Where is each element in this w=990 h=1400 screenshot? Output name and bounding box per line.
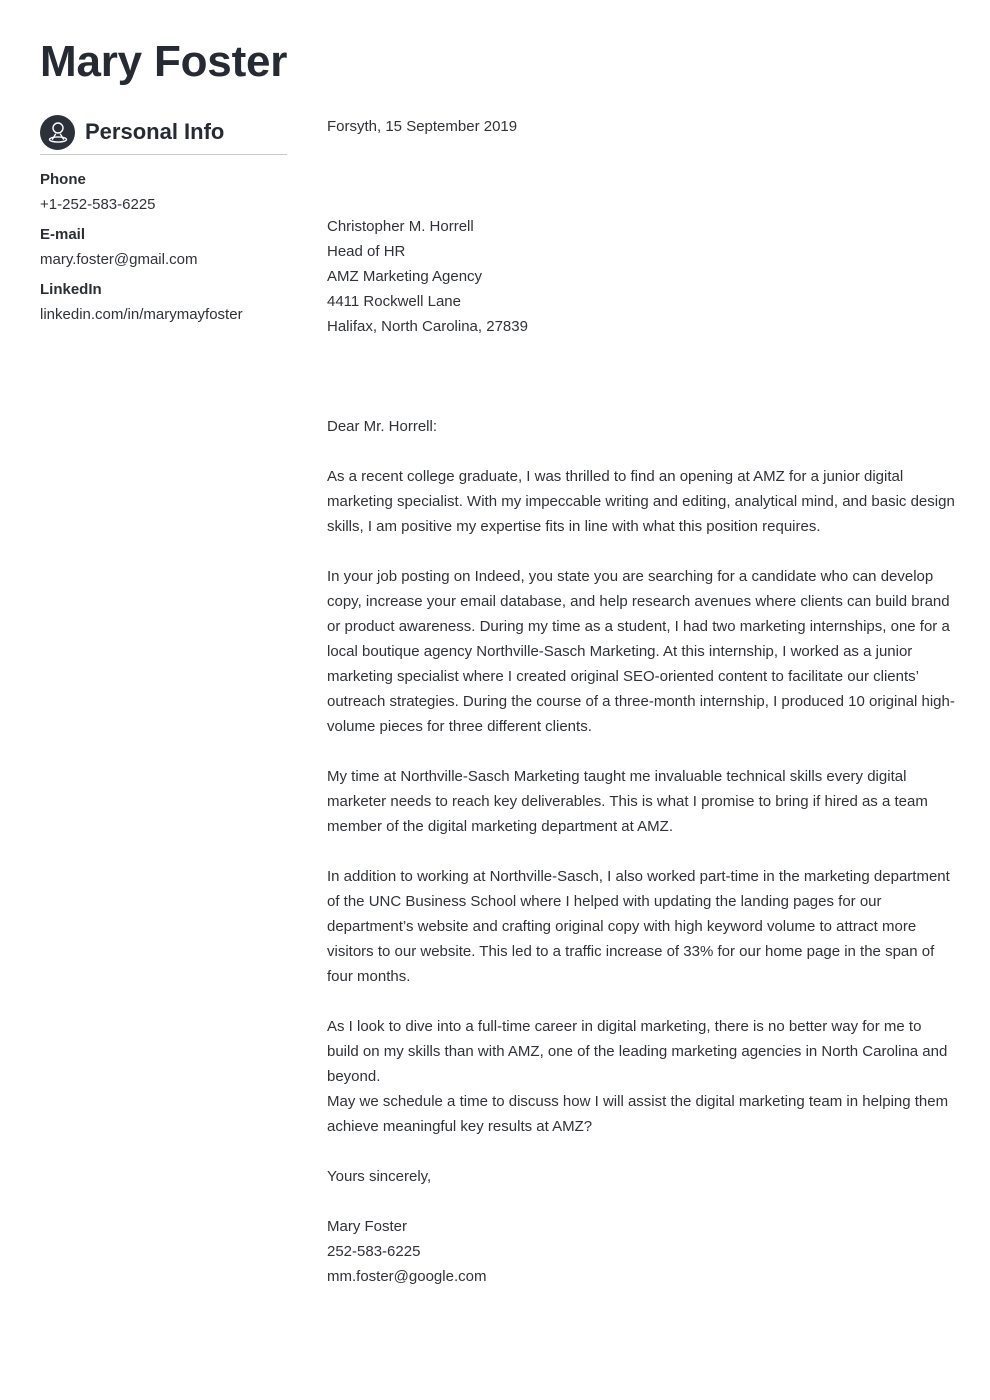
- signature-block: [327, 1214, 957, 1289]
- email-value: mary.foster@gmail.com: [40, 251, 198, 268]
- paragraph-call-to-action: May we schedule a time to discuss how I will assist the digital marketing team in helping them achieve meaningful key results at AMZ?: [327, 1093, 949, 1135]
- recipient-company: AMZ Marketing Agency: [327, 268, 483, 285]
- paragraph-additional: In addition to working at Northville-Sasch, I also worked part-time in the marketing department of the UNC Business School where I helped with updating the landing pages for our department’s website and crafting original copy with high keyword volume to attract more visitors to our website. This led to a traffic increase of 33% for our home page in the span of four months.: [327, 868, 950, 985]
- phone-block: [40, 169, 287, 216]
- cover-letter-body: [327, 114, 957, 1289]
- recipient-address: [327, 214, 957, 339]
- recipient-title: Head of HR: [327, 243, 406, 260]
- recipient-name: Christopher M. Horrell: [327, 218, 474, 235]
- phone-value: +1-252-583-6225: [40, 196, 156, 213]
- linkedin-block: [40, 279, 287, 326]
- recipient-city: Halifax, North Carolina, 27839: [327, 318, 528, 335]
- personal-info-sidebar: [40, 114, 287, 326]
- user-icon: [40, 115, 75, 150]
- recipient-street: 4411 Rockwell Lane: [327, 293, 461, 310]
- signature-name: Mary Foster: [327, 1218, 408, 1235]
- place-date: Forsyth, 15 September 2019: [327, 118, 518, 135]
- linkedin-label: LinkedIn: [40, 281, 102, 298]
- section-title: Personal Info: [85, 119, 225, 144]
- signature-phone: 252-583-6225: [327, 1243, 421, 1260]
- salutation: Dear Mr. Horrell:: [327, 418, 438, 435]
- paragraph-closing-pitch: As I look to dive into a full-time career in digital marketing, there is no better way for me to build on my skills than with AMZ, one of the leading marketing agencies in North Carolina and beyond.: [327, 1018, 948, 1085]
- personal-info-header: [40, 114, 287, 155]
- closing: Yours sincerely,: [327, 1168, 432, 1185]
- email-label: E-mail: [40, 226, 86, 243]
- linkedin-value: linkedin.com/in/marymayfoster: [40, 306, 243, 323]
- applicant-name: Mary Foster: [40, 37, 288, 86]
- user-icon-glyph: [48, 121, 68, 143]
- email-block: [40, 224, 287, 271]
- signature-email: mm.foster@google.com: [327, 1268, 487, 1285]
- phone-label: Phone: [40, 171, 86, 188]
- paragraph-experience: In your job posting on Indeed, you state you are searching for a candidate who can develop copy, increase your email database, and help research avenues where clients can build brand or product awareness. During my time as a student, I had two marketing internships, one for a local boutique agency Northville-Sasch Marketing. At this internship, I worked as a junior marketing specialist where I created original SEO-oriented content to facilitate our clients’ outreach strategies. During the course of a three-month internship, I produced 10 original high-volume pieces for three different clients.: [327, 568, 955, 735]
- paragraph-intro: As a recent college graduate, I was thrilled to find an opening at AMZ for a junior digital marketing specialist. With my impeccable writing and editing, analytical mind, and basic design skills, I am positive my expertise fits in line with what this position requires.: [327, 468, 955, 535]
- paragraph-skills: My time at Northville-Sasch Marketing taught me invaluable technical skills every digital marketer needs to reach key deliverables. This is what I promise to bring if hired as a team member of the digital marketing department at AMZ.: [327, 768, 928, 835]
